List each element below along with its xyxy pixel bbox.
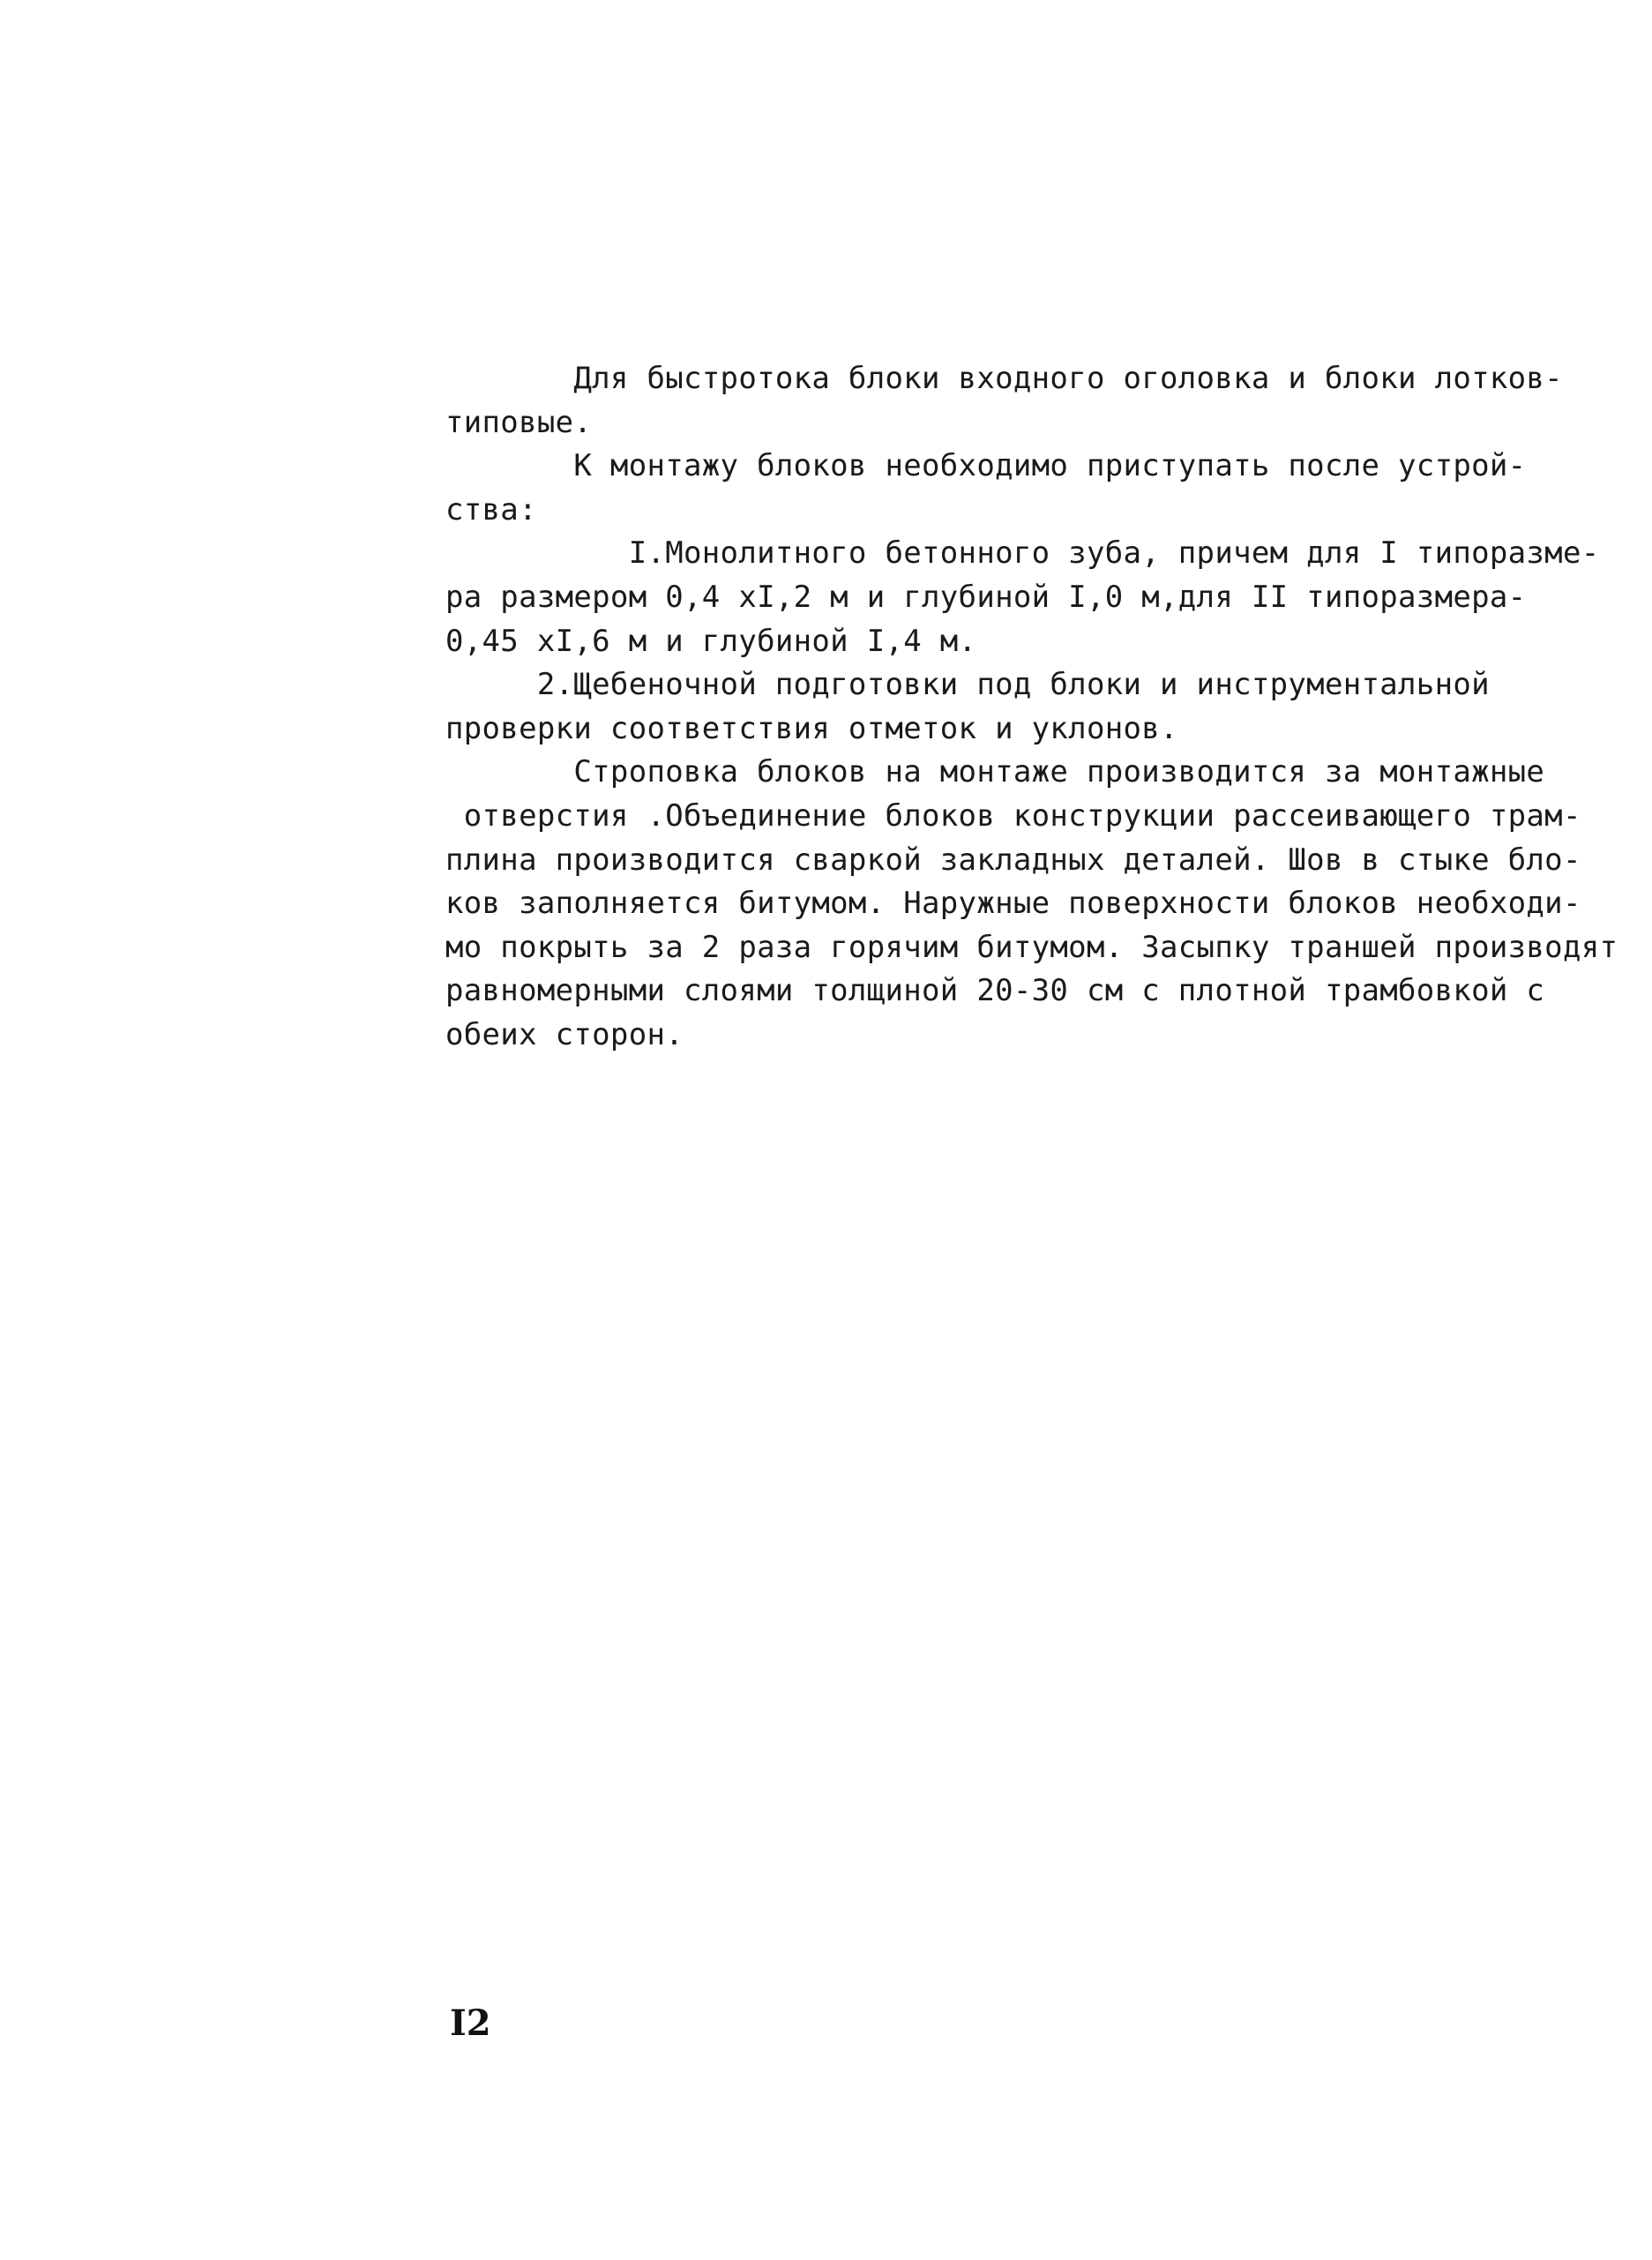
text-line: отверстия .Объединение блоков конструкции рассеивающего трам- <box>445 797 1581 834</box>
text-line: равномерными слоями толщиной 20-30 см с плотной трамбовкой с <box>445 973 1545 1009</box>
text-line: I.Монолитного бетонного зуба, причем для I типоразме- <box>445 535 1600 572</box>
text-line: обеих сторон. <box>445 1016 684 1052</box>
text-line: 0,45 хI,6 м и глубиной I,4 м. <box>445 623 977 659</box>
page-number: I2 <box>450 2002 491 2044</box>
text-line: проверки соответствия отметок и уклонов. <box>445 710 1178 746</box>
text-line: плина производится сваркой закладных деталей. Шов в стыке бло- <box>445 842 1581 878</box>
text-line: типовые. <box>445 404 593 440</box>
text-line: 2.Щебеночной подготовки под блоки и инструментальной <box>445 667 1490 703</box>
text-line: К монтажу блоков необходимо приступать после устрой- <box>445 448 1527 484</box>
body-text <box>445 357 1618 1058</box>
text-line: Для быстротока блоки входного оголовка и блоки лотков- <box>445 361 1563 396</box>
text-line: ков заполняется битумом. Наружные поверхности блоков необходи- <box>445 886 1581 922</box>
text-line: ра размером 0,4 хI,2 м и глубиной I,0 м,для II типоразмера- <box>445 579 1527 615</box>
text-line: мо покрыть за 2 раза горячим битумом. Засыпку траншей производят <box>445 929 1618 965</box>
text-line: Строповка блоков на монтаже производится за монтажные <box>445 754 1545 790</box>
text-line: ства: <box>445 491 537 528</box>
